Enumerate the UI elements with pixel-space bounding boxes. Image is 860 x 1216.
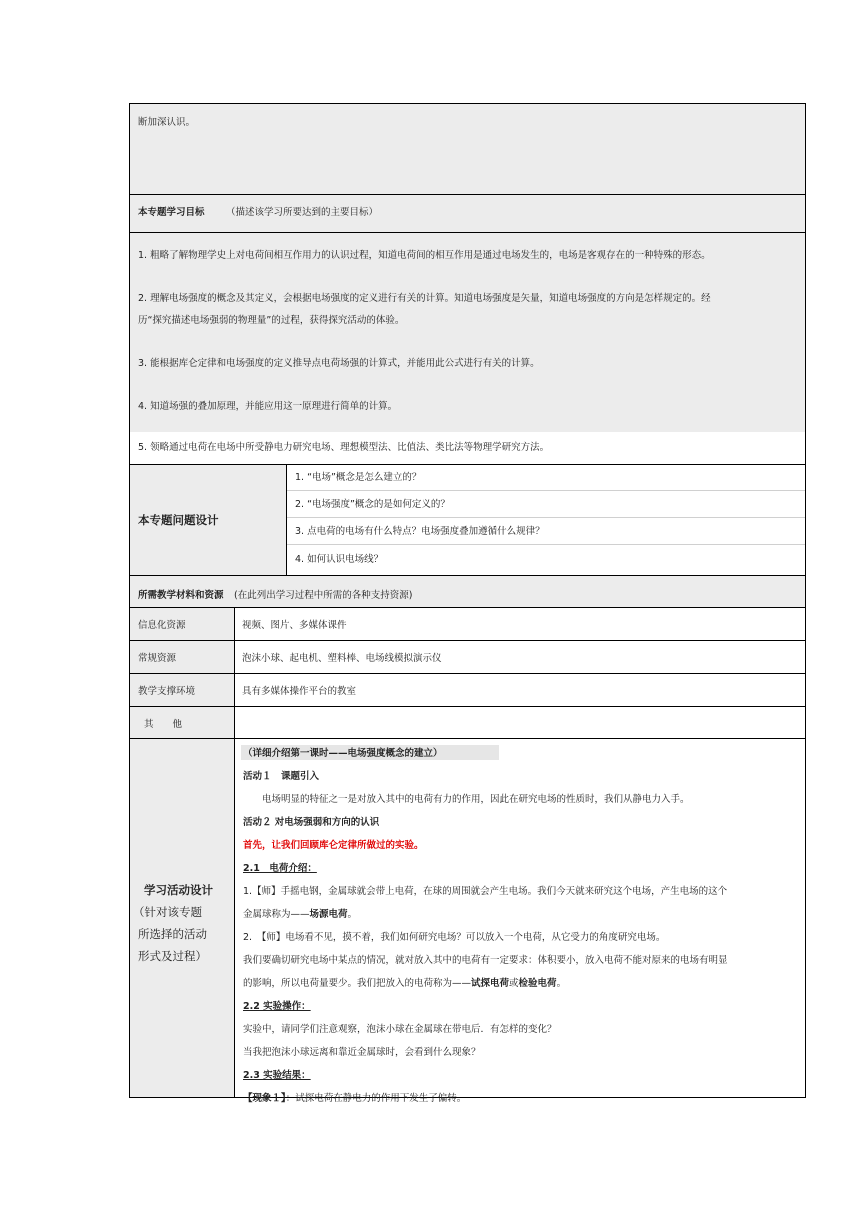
activity-2-red-text: 首先，让我们回顾库仑定律所做过的实验。 (243, 840, 424, 851)
activity-label-line4: 形式及过程） (138, 949, 207, 963)
section-2-2: 2.2 实验操作： (243, 1001, 311, 1012)
resource-value: 泡沫小球、起电机、塑料棒、电场线模拟演示仪 (242, 653, 442, 664)
activity-1-title: 活动１ 课题引入 (243, 771, 320, 782)
questions-list (287, 465, 805, 575)
goals-heading-row (130, 195, 805, 233)
resource-value: 视频、图片、多媒体课件 (242, 620, 347, 631)
activity-label-line1: 学习活动设计 (144, 883, 213, 897)
paragraph-5: 当我把泡沫小球远离和靠近金属球时，会看到什么现象？ (243, 1047, 481, 1058)
question-item-2: 2. “电场强度”概念的是如何定义的？ (295, 499, 450, 510)
resource-label: 其 他 (144, 719, 183, 730)
resource-row (130, 608, 805, 641)
goals-heading: 本专题学习目标 (138, 207, 205, 218)
paragraph-2: 2. 【师】电场看不见，摸不着，我们如何研究电场？可以放入一个电荷，从它受力的角度研究电场。 (243, 932, 666, 943)
resource-row (130, 674, 805, 707)
paragraph-1: 1.【师】手摇电钢，金属球就会带上电荷，在球的周围就会产生电场。我们今天就来研究这个电场，产生电场的这个 (243, 886, 728, 897)
paragraph-6: 【现象１】：试探电荷在静电力的作用下发生了偏转。 (243, 1093, 467, 1104)
lesson-plan-table (129, 103, 806, 1104)
resource-value: 具有多媒体操作平台的教室 (242, 686, 357, 697)
resource-label: 常规资源 (138, 653, 177, 664)
question-item-1: 1. “电场”概念是怎么建立的？ (295, 472, 422, 483)
resources-heading: 所需教学材料和资源 (138, 590, 224, 601)
activity-2-title: 活动２ 对电场强弱和方向的认识 (243, 817, 380, 828)
resource-label: 教学支撑环境 (138, 686, 196, 697)
activity-row (130, 739, 805, 1104)
activity-label-line3: 所选择的活动 (138, 927, 207, 941)
paragraph-4: 实验中，请同学们注意观察，泡沫小球在金属球在带电后．有怎样的变化？ (243, 1024, 557, 1035)
goal-item-2: 2. 理解电场强度的概念及其定义，会根据电场强度的定义进行有关的计算。知道电场强度是矢量，知道电场强度的方向是怎样规定的。经 (138, 293, 711, 304)
goal-item-3: 3. 能根据库仑定律和电场强度的定义推导点电荷场强的计算式，并能用此公式进行有关的计算。 (138, 358, 540, 369)
questions-row (130, 465, 805, 576)
questions-label: 本专题问题设计 (138, 513, 219, 527)
paragraph-1-line2: 金属球称为——场源电荷。 (243, 909, 358, 920)
paragraph-3: 我们要确切研究电场中某点的情况，就对放入其中的电荷有一定要求：体积要小，放入电荷不能对原来的电场有明显 (243, 955, 728, 966)
resource-label: 信息化资源 (138, 620, 186, 631)
activity-title: （详细介绍第一课时——电场强度概念的建立） (243, 748, 443, 759)
goal-item-5: 5. 领略通过电荷在电场中所受静电力研究电场、理想模型法、比值法、类比法等物理学研究方法。 (138, 442, 550, 453)
paragraph-3-line2: 的影响，所以电荷量要少。我们把放入的电荷称为——试探电荷或检验电荷。 (243, 978, 567, 989)
activity-label-line2: （针对该专题 (133, 905, 202, 919)
goals-body (130, 233, 805, 465)
resource-row (130, 641, 805, 674)
section-2-3: 2.3 实验结果： (243, 1070, 311, 1081)
intro-row (130, 104, 805, 195)
resources-note: (在此列出学习过程中所需的各种支持资源) (234, 590, 413, 601)
intro-tail-text: 断加深认识。 (138, 117, 196, 128)
goal-item-2-cont: 历“探究描述电场强弱的物理量”的过程，获得探究活动的体验。 (138, 315, 405, 326)
question-item-4: 4. 如何认识电场线？ (295, 554, 384, 565)
section-2-1: 2.1 电荷介绍： (243, 863, 317, 874)
resources-heading-row (130, 576, 805, 608)
goal-item-4: 4. 知道场强的叠加原理，并能应用这一原理进行简单的计算。 (138, 401, 398, 412)
goal-item-1: 1. 粗略了解物理学史上对电荷间相互作用力的认识过程，知道电荷间的相互作用是通过电场发生的，电场是客观存在的一种特殊的形态。 (138, 250, 711, 261)
activity-1-text: 电场明显的特征之一是对放入其中的电荷有力的作用，因此在研究电场的性质时，我们从静电力入手。 (262, 794, 690, 805)
resource-row (130, 707, 805, 739)
activity-content (235, 739, 805, 1104)
question-item-3: 3. 点电荷的电场有什么特点？电场强度叠加遵循什么规律？ (295, 526, 545, 537)
goals-note: （描述该学习所要达到的主要目标） (226, 207, 379, 218)
